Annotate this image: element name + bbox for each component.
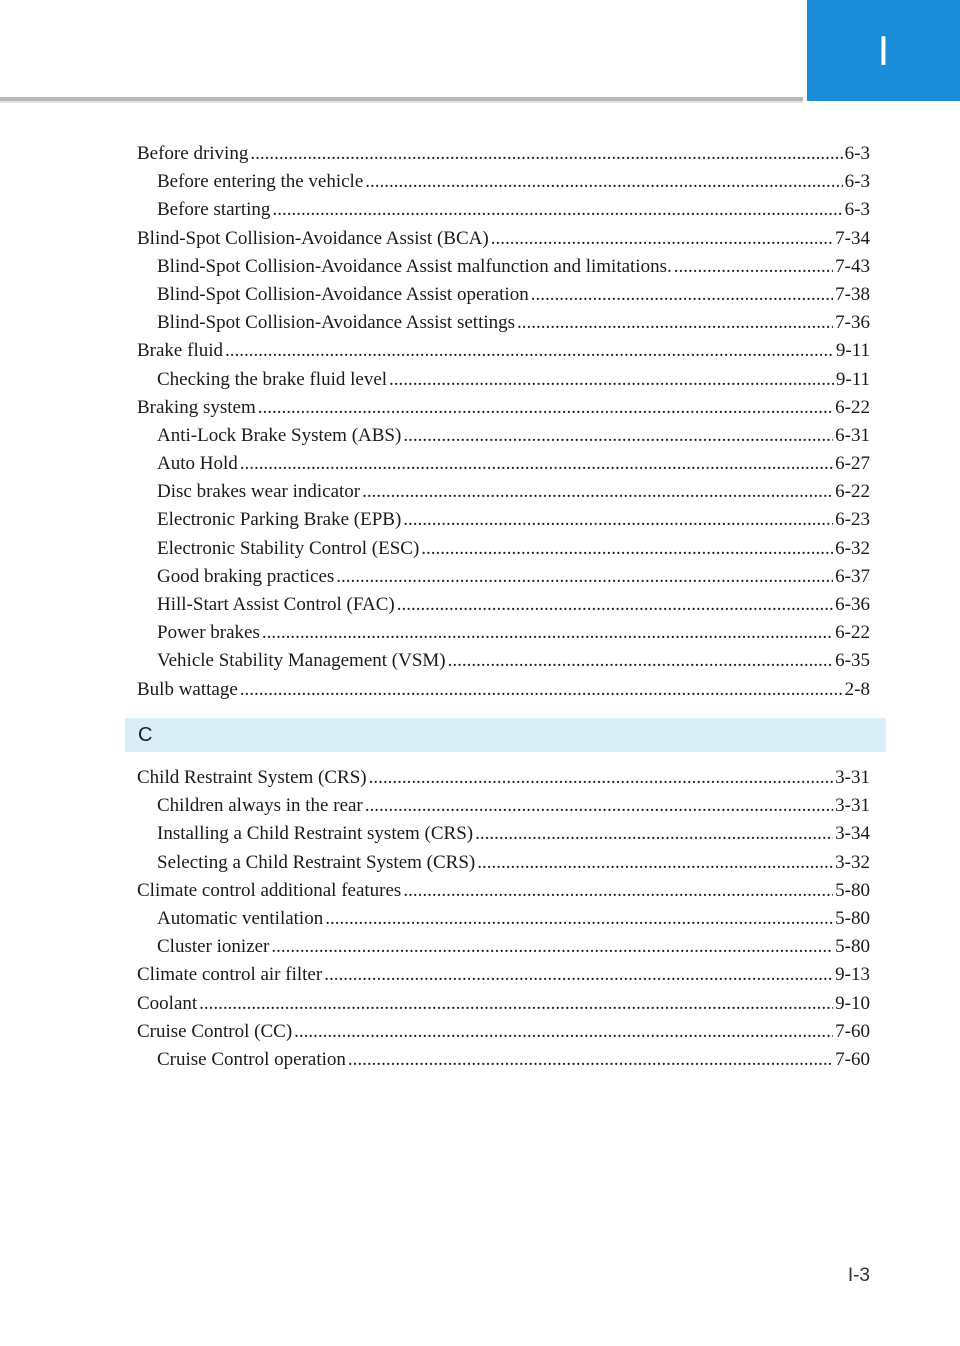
dot-leader bbox=[403, 422, 833, 450]
entry-page: 6-36 bbox=[835, 594, 870, 615]
dot-leader bbox=[477, 849, 833, 877]
index-subentry bbox=[137, 478, 870, 506]
index-subentry bbox=[137, 196, 870, 224]
entry-page: 6-23 bbox=[835, 509, 870, 531]
entry-text: Blind-Spot Collision-Avoidance Assist malfunction and limitations. bbox=[157, 255, 672, 277]
entry-page: 6-3 bbox=[844, 171, 870, 193]
index-entry bbox=[137, 394, 870, 422]
entry-page: 9-13 bbox=[835, 964, 870, 986]
index-subentry bbox=[137, 591, 870, 619]
entry-page: 5-80 bbox=[835, 879, 870, 901]
index-subentry bbox=[137, 281, 870, 309]
entry-page: 7-60 bbox=[835, 1048, 870, 1070]
index-entry bbox=[137, 961, 870, 989]
letter-heading-c bbox=[125, 718, 886, 752]
entry-text: Good braking practices bbox=[157, 565, 335, 587]
index-subentry bbox=[137, 1046, 870, 1074]
entry-text: Braking system bbox=[137, 396, 256, 418]
index-entry bbox=[137, 1018, 870, 1046]
entry-page: 7-36 bbox=[835, 312, 870, 334]
entry-text: Before entering the vehicle bbox=[157, 171, 364, 193]
header-rule-shadow bbox=[0, 101, 803, 103]
dot-leader bbox=[336, 563, 833, 591]
entry-page: 2-8 bbox=[844, 678, 870, 700]
index-subentry bbox=[137, 647, 870, 675]
index-subentry bbox=[137, 849, 870, 877]
index-subentry bbox=[137, 563, 870, 591]
dot-leader bbox=[199, 990, 833, 1018]
dot-leader bbox=[324, 961, 833, 989]
entry-text: Electronic Stability Control (ESC) bbox=[157, 537, 420, 559]
dot-leader bbox=[674, 253, 833, 281]
dot-leader bbox=[448, 647, 834, 675]
entry-text: Brake fluid bbox=[137, 340, 224, 362]
entry-text: Checking the brake fluid level bbox=[157, 368, 388, 390]
dot-leader bbox=[421, 535, 833, 563]
entry-page: 6-31 bbox=[835, 424, 870, 446]
entry-text: Cluster ionizer bbox=[157, 936, 270, 958]
dot-leader bbox=[397, 591, 833, 619]
dot-leader bbox=[258, 394, 833, 422]
dot-leader bbox=[403, 877, 833, 905]
entry-text: Blind-Spot Collision-Avoidance Assist operation bbox=[157, 283, 529, 305]
entry-text: Selecting a Child Restraint System (CRS) bbox=[157, 851, 476, 873]
index-subentry bbox=[137, 905, 870, 933]
dot-leader bbox=[365, 792, 833, 820]
entry-page: 3-34 bbox=[835, 823, 870, 845]
index-entry bbox=[137, 140, 870, 168]
dot-leader bbox=[362, 478, 833, 506]
dot-leader bbox=[517, 309, 833, 337]
entry-text: Blind-Spot Collision-Avoidance Assist settings bbox=[157, 312, 516, 334]
entry-page: 7-34 bbox=[835, 227, 870, 249]
entry-page: 6-22 bbox=[835, 622, 870, 644]
entry-page: 5-80 bbox=[835, 936, 870, 958]
entry-text: Before starting bbox=[157, 199, 271, 221]
index-subentry bbox=[137, 366, 870, 394]
entry-page: 7-60 bbox=[835, 1020, 870, 1042]
entry-text: Before driving bbox=[137, 143, 249, 164]
entry-text: Child Restraint System (CRS) bbox=[137, 767, 367, 788]
index-subentry bbox=[137, 619, 870, 647]
entry-text: Installing a Child Restraint system (CRS) bbox=[157, 823, 474, 845]
entry-text: Hill-Start Assist Control (FAC) bbox=[157, 594, 395, 615]
entry-text: Blind-Spot Collision-Avoidance Assist (BCA) bbox=[137, 227, 489, 249]
index-subentry bbox=[137, 506, 870, 534]
entry-text: Anti-Lock Brake System (ABS) bbox=[157, 424, 402, 446]
dot-leader bbox=[262, 619, 833, 647]
entry-text: Bulb wattage bbox=[137, 678, 238, 700]
entry-page: 6-35 bbox=[835, 650, 870, 672]
index-subentry bbox=[137, 309, 870, 337]
entry-page: 6-3 bbox=[844, 143, 870, 164]
dot-leader bbox=[294, 1018, 833, 1046]
entry-page: 3-31 bbox=[835, 795, 870, 817]
entry-text: Electronic Parking Brake (EPB) bbox=[157, 509, 402, 531]
dot-leader bbox=[475, 820, 833, 848]
dot-leader bbox=[240, 676, 843, 704]
index-subentry bbox=[137, 450, 870, 478]
letter-heading-label: C bbox=[138, 724, 153, 746]
entry-text: Coolant bbox=[137, 992, 198, 1014]
entry-text: Vehicle Stability Management (VSM) bbox=[157, 650, 446, 672]
dot-leader bbox=[225, 337, 834, 365]
entry-page: 6-27 bbox=[835, 453, 870, 475]
index-subentry bbox=[137, 168, 870, 196]
entry-page: 9-11 bbox=[835, 368, 870, 390]
entry-text: Auto Hold bbox=[157, 453, 238, 475]
entry-page: 9-11 bbox=[835, 340, 870, 362]
entry-text: Children always in the rear bbox=[157, 795, 363, 817]
entry-text: Climate control additional features bbox=[137, 879, 402, 901]
page-number: I-3 bbox=[847, 1265, 870, 1286]
entry-page: 5-80 bbox=[835, 907, 870, 929]
dot-leader bbox=[240, 450, 833, 478]
section-letter: I bbox=[877, 26, 890, 74]
index-subentry bbox=[137, 253, 870, 281]
index-entry bbox=[137, 877, 870, 905]
entry-page: 6-22 bbox=[835, 481, 870, 503]
entry-page: 7-38 bbox=[835, 283, 870, 305]
entry-text: Disc brakes wear indicator bbox=[157, 481, 361, 503]
dot-leader bbox=[369, 764, 834, 792]
dot-leader bbox=[491, 225, 833, 253]
index-subentry bbox=[137, 820, 870, 848]
dot-leader bbox=[403, 506, 833, 534]
dot-leader bbox=[389, 366, 834, 394]
entry-page: 6-22 bbox=[835, 396, 870, 418]
entry-page: 6-3 bbox=[844, 199, 870, 221]
dot-leader bbox=[250, 140, 842, 168]
index-group-c bbox=[137, 764, 870, 1074]
entry-text: Automatic ventilation bbox=[157, 907, 324, 929]
dot-leader bbox=[348, 1046, 833, 1074]
entry-page: 6-32 bbox=[835, 537, 870, 559]
entry-page: 3-31 bbox=[835, 767, 870, 788]
entry-page: 9-10 bbox=[835, 992, 870, 1014]
index-subentry bbox=[137, 535, 870, 563]
index-entry bbox=[137, 764, 870, 792]
index-subentry bbox=[137, 422, 870, 450]
entry-page: 6-37 bbox=[835, 565, 870, 587]
entry-text: Climate control air filter bbox=[137, 964, 323, 986]
dot-leader bbox=[325, 905, 833, 933]
index-group-b bbox=[137, 140, 870, 704]
entry-text: Cruise Control (CC) bbox=[137, 1020, 293, 1042]
entry-text: Power brakes bbox=[157, 622, 260, 644]
index-entry bbox=[137, 337, 870, 365]
dot-leader bbox=[365, 168, 842, 196]
index-entry bbox=[137, 990, 870, 1018]
entry-page: 3-32 bbox=[835, 851, 870, 873]
index-entry bbox=[137, 225, 870, 253]
index-subentry bbox=[137, 933, 870, 961]
dot-leader bbox=[272, 196, 842, 224]
index-entry bbox=[137, 676, 870, 704]
entry-text: Cruise Control operation bbox=[157, 1048, 346, 1070]
section-tab bbox=[807, 0, 960, 101]
index-subentry bbox=[137, 792, 870, 820]
entry-page: 7-43 bbox=[835, 255, 870, 277]
dot-leader bbox=[271, 933, 833, 961]
dot-leader bbox=[531, 281, 833, 309]
